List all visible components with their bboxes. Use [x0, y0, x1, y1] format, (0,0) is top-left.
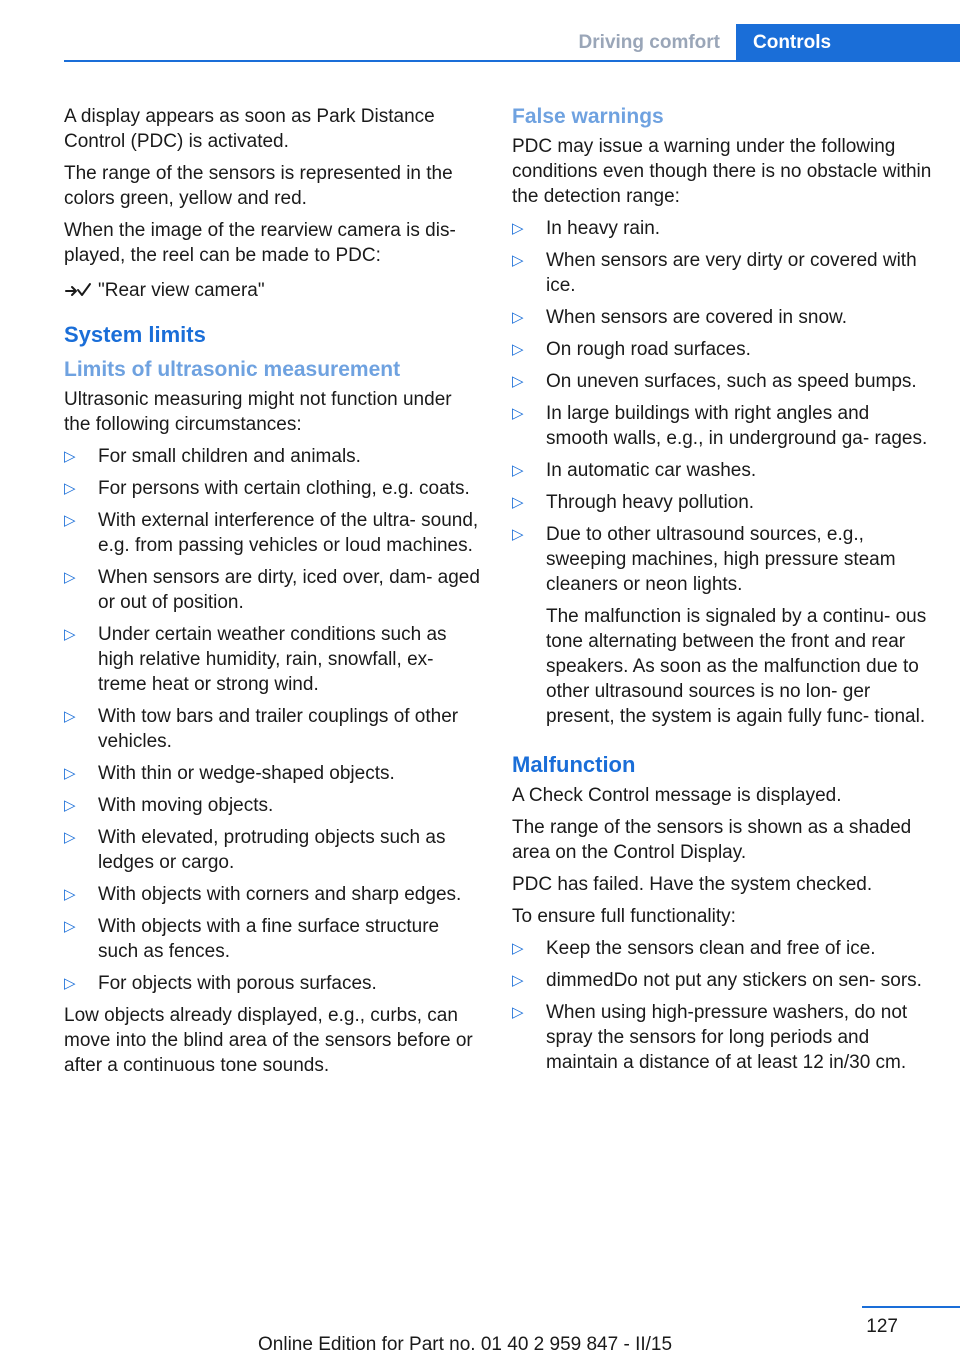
malfunction-paragraph: A Check Control message is displayed. [512, 785, 842, 806]
list-item: ▷ When sensors are covered in snow. [512, 307, 847, 328]
bullet-icon: ▷ [64, 448, 76, 465]
list-item: ▷ When sensors are dirty, iced over, dam‐ aged or out of position. [64, 567, 480, 613]
closing-paragraph: Low objects already displayed, e.g., curbs, can move into the blind area of the sensors before or after a continuous tone sounds. [64, 1005, 473, 1076]
bullet-icon: ▷ [512, 972, 524, 989]
ultrasonic-intro: Ultrasonic measuring might not function under the following circumstances: [64, 389, 452, 435]
malfunction-paragraph: The range of the sensors is shown as a shaded area on the Control Display. [512, 817, 912, 863]
bullet-icon: ▷ [64, 918, 76, 935]
list-item: ▷ For small children and animals. [64, 446, 361, 467]
bullet-icon: ▷ [512, 1004, 524, 1021]
bullet-icon: ▷ [512, 373, 524, 390]
list-item: ▷ Due to other ultrasound sources, e.g., sweeping machines, high pressure steam cleaners or neon lights. The malfunction is signaled by a continu‐ ous tone alternating between the front and rear speakers. As soon as the malfunction due to other ultrasound sources is no lon‐ ger present, the system is again fully func‐ tional. [512, 522, 932, 729]
list-item: ▷ With thin or wedge-shaped objects. [64, 763, 395, 784]
bullet-icon: ▷ [64, 797, 76, 814]
page-number: 127 [866, 1316, 898, 1337]
footer-rule [862, 1306, 960, 1308]
intro-paragraph: When the image of the rearview camera is dis‐ played, the reel can be made to PDC: [64, 220, 456, 266]
functionality-list [512, 936, 932, 1075]
bullet-icon: ▷ [64, 512, 76, 529]
bullet-icon: ▷ [512, 940, 524, 957]
menu-item-label: "Rear view camera" [98, 280, 265, 301]
malfunction-paragraph: PDC has failed. Have the system checked. [512, 874, 873, 895]
bullet-icon: ▷ [512, 405, 524, 422]
bullet-icon: ▷ [64, 480, 76, 497]
list-item: ▷ In automatic car washes. [512, 460, 757, 481]
list-item: ▷ Through heavy pollution. [512, 492, 755, 513]
intro-paragraph: The range of the sensors is represented in the colors green, yellow and red. [64, 163, 453, 209]
bullet-icon: ▷ [512, 526, 524, 543]
list-item: ▷ Keep the sensors clean and free of ice. [512, 938, 876, 959]
list-item: ▷ For objects with porous surfaces. [64, 973, 377, 994]
bullet-icon: ▷ [64, 886, 76, 903]
list-item: ▷ When sensors are very dirty or covered with ice. [512, 250, 917, 296]
list-item: ▷ With objects with corners and sharp edges. [64, 884, 462, 905]
bullet-icon: ▷ [64, 975, 76, 992]
intro-paragraph: A display appears as soon as Park Distance Control (PDC) is activated. [64, 106, 435, 152]
bullet-icon: ▷ [64, 626, 76, 643]
list-item: ▷ With external interference of the ultra‐ sound, e.g. from passing vehicles or loud machines. [64, 510, 479, 556]
bullet-icon: ▷ [64, 829, 76, 846]
list-item: ▷ On uneven surfaces, such as speed bumps. [512, 371, 917, 392]
heading-false-warnings: False warnings [512, 105, 664, 128]
malfunction-paragraph: To ensure full functionality: [512, 906, 736, 927]
list-item: ▷ In large buildings with right angles and smooth walls, e.g., in underground ga‐ rages. [512, 403, 928, 449]
bullet-icon: ▷ [64, 708, 76, 725]
bullet-icon: ▷ [512, 462, 524, 479]
edition-note: Online Edition for Part no. 01 40 2 959 847 - II/15 [258, 1334, 673, 1355]
list-item: ▷ Under certain weather conditions such as high relative humidity, rain, snowfall, ex‐ treme heat or strong wind. [64, 624, 447, 695]
list-item: ▷ When using high-pressure washers, do not spray the sensors for long periods and maintain a distance of at least 12 in/30 cm. [512, 1002, 908, 1073]
bullet-icon: ▷ [512, 220, 524, 237]
bullet-icon: ▷ [512, 309, 524, 326]
chapter-tab[interactable]: Controls [736, 24, 960, 62]
false-warnings-list [512, 216, 932, 729]
list-item: ▷ With tow bars and trailer couplings of other vehicles. [64, 706, 459, 752]
bullet-icon: ▷ [512, 494, 524, 511]
list-item: ▷ With moving objects. [64, 795, 274, 816]
ultrasonic-limits-list [64, 444, 482, 996]
header-rule [64, 60, 960, 62]
malfunction-note: The malfunction is signaled by a continu‐ ous tone alternating between the front and rear speakers. As soon as the malfunction due to other ultrasound sources is no lon‐ ger present, the system is again fully func‐ tional. [546, 606, 927, 727]
page-header [64, 24, 960, 62]
bullet-icon: ▷ [64, 569, 76, 586]
bullet-icon: ▷ [512, 252, 524, 269]
section-tab[interactable]: Driving comfort [578, 32, 720, 53]
list-item: ▷ With elevated, protruding objects such as ledges or cargo. [64, 827, 446, 873]
list-item: ▷ dimmedDo not put any stickers on sen‐ sors. [512, 970, 922, 991]
heading-system-limits: System limits [64, 322, 206, 347]
heading-malfunction: Malfunction [512, 752, 636, 777]
list-item: ▷ With objects with a fine surface structure such as fences. [64, 916, 440, 962]
menu-arrow-icon [64, 281, 98, 301]
bullet-icon: ▷ [64, 765, 76, 782]
false-warnings-intro: PDC may issue a warning under the following conditions even though there is no obstacle within the detection range: [512, 136, 932, 207]
bullet-icon: ▷ [512, 341, 524, 358]
list-item: ▷ On rough road surfaces. [512, 339, 751, 360]
left-column [64, 104, 482, 1085]
list-item: ▷ In heavy rain. [512, 218, 661, 239]
list-item: ▷ For persons with certain clothing, e.g. coats. [64, 478, 470, 499]
right-column [512, 104, 932, 1082]
heading-ultrasonic-limits: Limits of ultrasonic measurement [64, 358, 401, 381]
menu-path [64, 278, 482, 303]
